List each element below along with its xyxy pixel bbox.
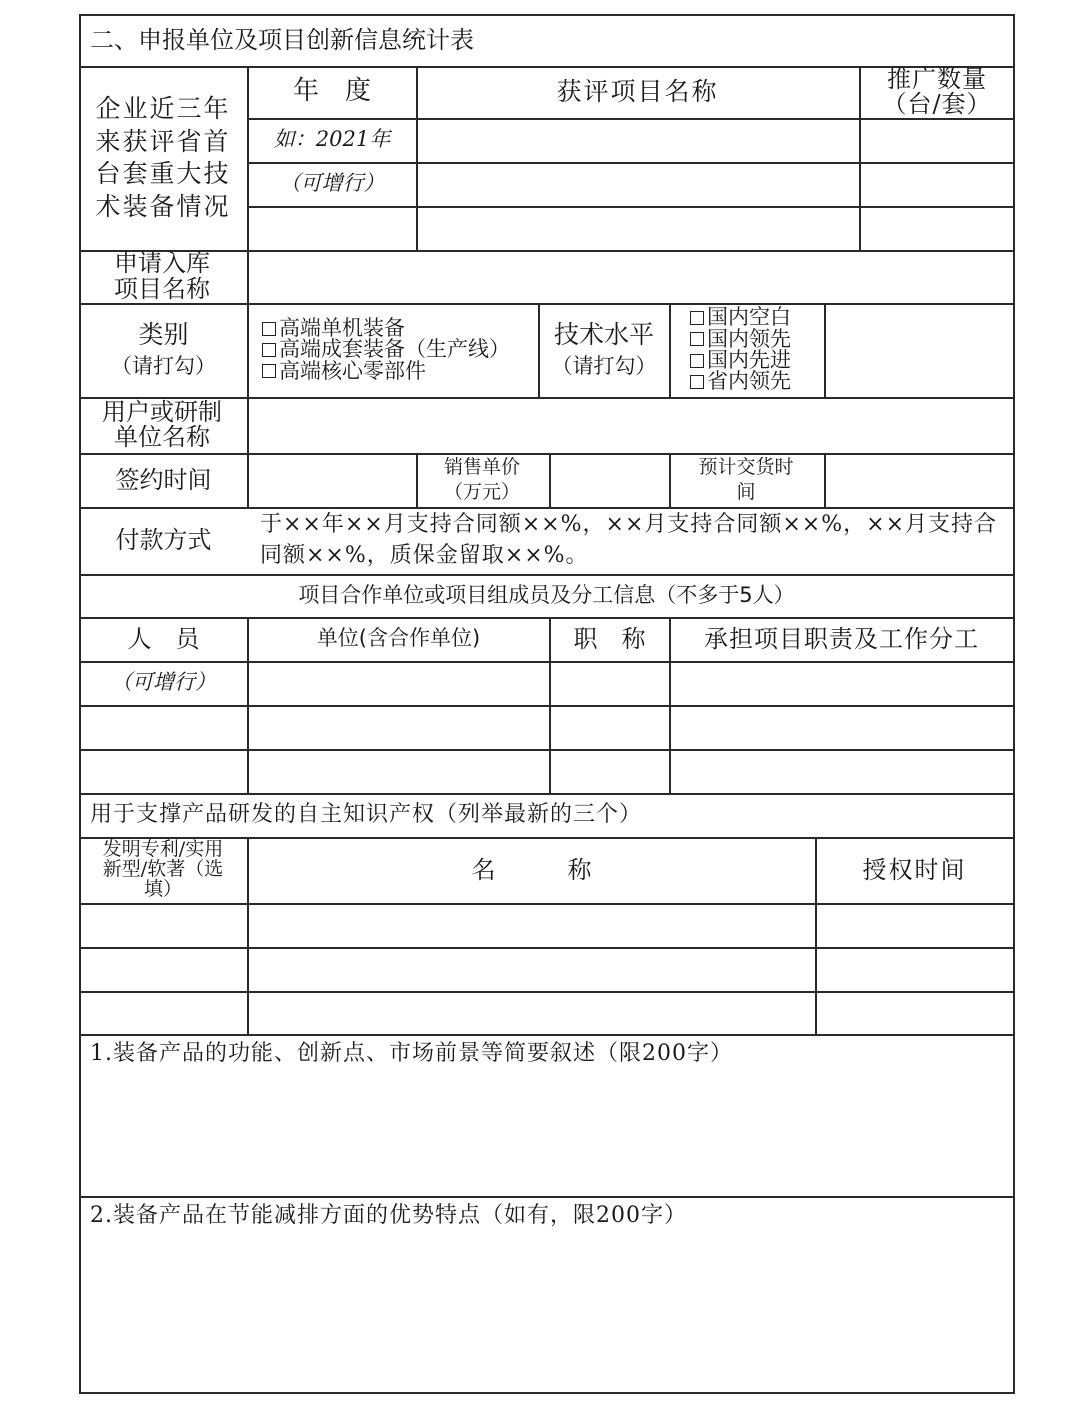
category-option-core-parts[interactable]: 高端核心零部件 (262, 361, 426, 382)
tech-level-hint: （请打勾） (551, 354, 657, 379)
grid-line (1013, 14, 1015, 1394)
tech-option-domestic-blank[interactable]: 国内空白 (690, 307, 791, 328)
payment-text: 于××年××月支持合同额××%，××月支持合同额××%，××月支持合同额××%，质保金留取××%。 (260, 511, 998, 568)
user-unit-label: 用户或研制单位名称 (102, 397, 222, 451)
category-hint: （请打勾） (111, 354, 216, 379)
awards-row-label: 企业近三年来获评省首台套重大技术装备情况 (95, 94, 231, 221)
awards-col-quantity: 推广数量（台/套） (882, 64, 992, 118)
checkbox-icon[interactable] (262, 343, 276, 357)
tech-level-options (690, 303, 824, 397)
grid-line (79, 1392, 1014, 1394)
sign-time-label: 签约时间 (115, 465, 212, 494)
payment-label: 付款方式 (115, 526, 212, 555)
grid-line (79, 749, 1014, 751)
grid-line (247, 206, 1014, 208)
checkbox-icon[interactable] (690, 311, 704, 325)
category-label: 类别 (138, 320, 189, 350)
grid-line (79, 903, 1014, 905)
grid-line (79, 991, 1014, 993)
category-options (262, 303, 538, 397)
team-col-person: 人 员 (127, 624, 200, 653)
checkbox-icon[interactable] (690, 354, 704, 368)
team-heading: 项目合作单位或项目组成员及分工信息（不多于5人） (298, 582, 795, 607)
ip-col-type: 发明专利/实用新型/软著（选填） (102, 838, 224, 900)
project-name-label: 申请入库项目名称 (114, 249, 210, 303)
ip-col-name: 名 称 (471, 855, 592, 884)
tech-option-domestic-leading[interactable]: 国内领先 (690, 329, 791, 350)
category-label-group (80, 303, 247, 397)
grid-line (669, 303, 671, 397)
grid-line (79, 250, 1014, 252)
awards-col-project: 获评项目名称 (556, 77, 719, 106)
grid-line (859, 66, 861, 250)
grid-line (669, 453, 671, 507)
team-col-unit: 单位(含合作单位) (316, 626, 481, 651)
checkbox-icon[interactable] (262, 364, 276, 378)
section-title: 二、申报单位及项目创新信息统计表 (90, 25, 474, 54)
checkbox-icon[interactable] (262, 322, 276, 336)
narrative-2-prompt: 2.装备产品在节能减排方面的优势特点（如有，限200字） (90, 1202, 687, 1228)
ip-col-date: 授权时间 (862, 855, 967, 884)
awards-col-year: 年 度 (292, 76, 371, 107)
tech-level-label-group (539, 303, 669, 397)
team-add-rows-hint: （可增行） (111, 670, 216, 695)
awards-add-rows-hint: （可增行） (279, 171, 385, 196)
team-col-duty: 承担项目职责及工作分工 (704, 624, 979, 653)
tech-option-province-leading[interactable]: 省内领先 (690, 371, 791, 392)
unit-price-label: 销售单价（万元） (443, 456, 520, 503)
grid-line (416, 453, 418, 507)
tech-option-domestic-advanced[interactable]: 国内先进 (690, 350, 791, 371)
checkbox-icon[interactable] (690, 332, 704, 346)
grid-line (824, 303, 826, 397)
grid-line (79, 947, 1014, 949)
category-option-complete-set[interactable]: 高端成套装备（生产线） (262, 339, 510, 360)
grid-line (824, 453, 826, 507)
tech-level-label: 技术水平 (553, 320, 654, 350)
category-option-standalone[interactable]: 高端单机装备 (262, 318, 405, 339)
checkbox-icon[interactable] (690, 375, 704, 389)
grid-line (79, 705, 1014, 707)
team-col-title: 职 称 (573, 624, 646, 653)
grid-line (549, 453, 551, 507)
delivery-time-label: 预计交货时间 (698, 456, 794, 503)
ip-heading: 用于支撑产品研发的自主知识产权（列举最新的三个） (90, 801, 643, 827)
awards-year-example: 如：2021年 (273, 127, 391, 152)
narrative-1-prompt: 1.装备产品的功能、创新点、市场前景等简要叙述（限200字） (90, 1040, 733, 1066)
